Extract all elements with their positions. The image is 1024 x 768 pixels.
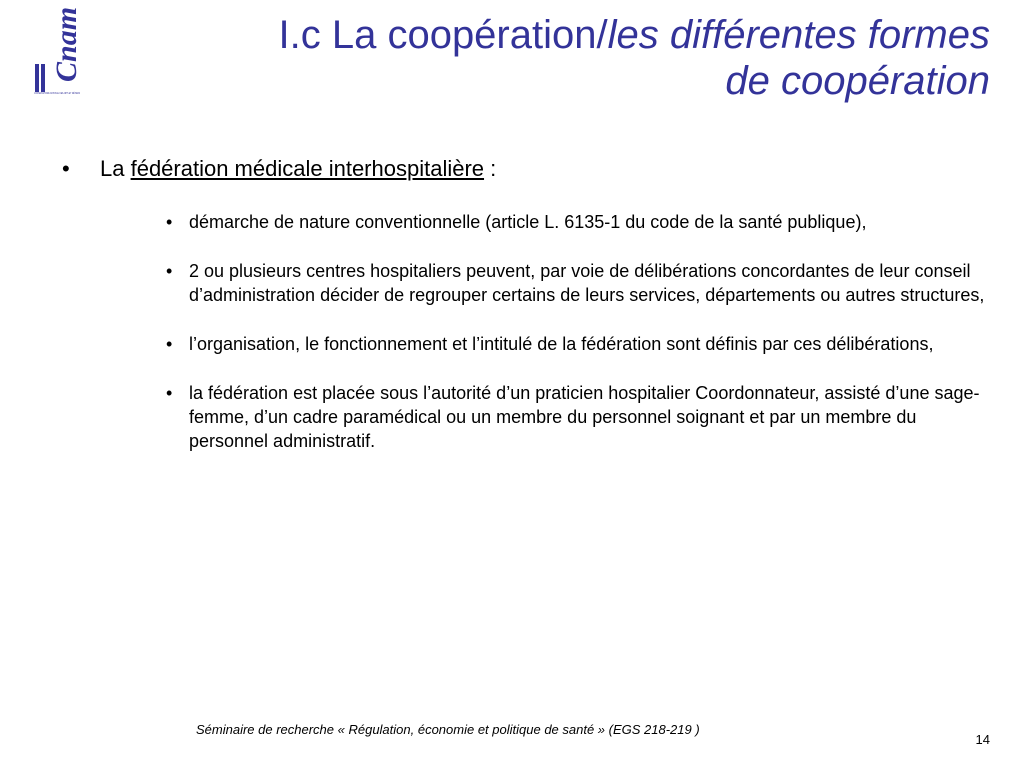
sub-bullet-list xyxy=(166,210,996,478)
sub-bullet-item xyxy=(166,381,996,453)
sub-bullet-text: l’organisation, le fonctionnement et l’intitulé de la fédération sont définis par ces délibérations, xyxy=(189,334,934,354)
sub-bullet-text: la fédération est placée sous l’autorité d’un praticien hospitalier Coordonnateur, assisté d’une sage-femme, d’un cadre paramédical ou un membre du personnel soignant et par un membre du personnel administratif. xyxy=(189,383,980,451)
sub-bullet-marker: • xyxy=(166,261,173,281)
footer-text: Séminaire de recherche « Régulation, économie et politique de santé » (EGS 218-219 ) xyxy=(196,722,700,737)
logo-text: Cnam xyxy=(50,6,83,82)
sub-bullet-item xyxy=(166,259,996,307)
main-bullet-lead: La xyxy=(100,156,131,181)
logo-bar-left xyxy=(35,64,39,92)
main-bullet-tail: : xyxy=(484,156,497,181)
main-bullet xyxy=(62,154,496,184)
slide-title xyxy=(230,12,990,104)
sub-bullet-marker: • xyxy=(166,383,173,403)
main-bullet-underlined: fédération médicale interhospitalière xyxy=(130,156,485,181)
title-prefix: I.c La coopération/ xyxy=(278,13,608,57)
sub-bullet-text: démarche de nature conventionnelle (article L. 6135-1 du code de la santé publique), xyxy=(189,212,867,232)
cnam-logo xyxy=(32,6,110,96)
sub-bullet-marker: • xyxy=(166,334,173,354)
title-italic: les différentes formes de coopération xyxy=(607,13,990,103)
sub-bullet-item xyxy=(166,332,996,356)
logo-subtext: CONSERVATOIRE NATIONAL DES ARTS ET MÉTIERS xyxy=(34,91,110,95)
logo-bar-right xyxy=(41,64,45,92)
main-bullet-marker: • xyxy=(62,156,70,181)
page-number: 14 xyxy=(975,732,990,747)
sub-bullet-marker: • xyxy=(166,212,173,232)
sub-bullet-item xyxy=(166,210,996,234)
sub-bullet-text: 2 ou plusieurs centres hospitaliers peuvent, par voie de délibérations concordantes de leur conseil d’administration décider de regrouper certains de leurs services, départements ou autres structures, xyxy=(189,261,985,305)
